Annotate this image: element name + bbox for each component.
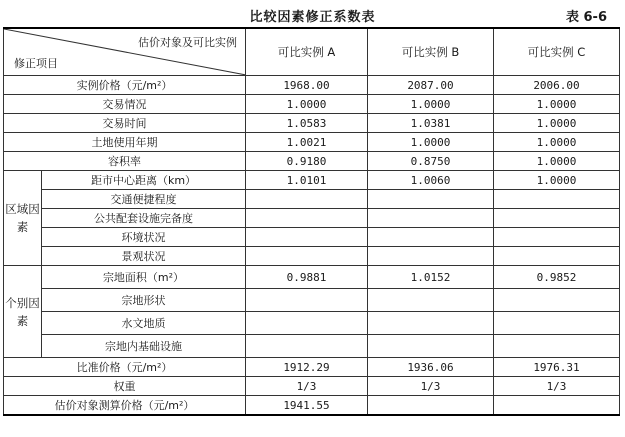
cell-a (246, 335, 368, 358)
row-label: 权重 (4, 377, 246, 396)
row-label: 交易时间 (4, 114, 246, 133)
table-row (4, 247, 620, 266)
header-case-b: 可比实例 B (368, 28, 494, 76)
cell-b (368, 247, 494, 266)
diag-top-label: 估价对象及可比实例 (138, 36, 237, 49)
table-row (4, 190, 620, 209)
table-row (4, 209, 620, 228)
cell-c: 1.0000 (494, 171, 620, 190)
cell-c: 1.0000 (494, 152, 620, 171)
table-row (4, 377, 620, 396)
table-row (4, 335, 620, 358)
table-row (4, 396, 620, 416)
row-label: 水文地质 (42, 312, 246, 335)
table-row (4, 114, 620, 133)
cell-c (494, 312, 620, 335)
cell-c (494, 289, 620, 312)
cell-c: 1976.31 (494, 358, 620, 377)
table-row (4, 76, 620, 95)
table-row (4, 95, 620, 114)
row-label: 宗地形状 (42, 289, 246, 312)
header-case-a: 可比实例 A (246, 28, 368, 76)
group-label-individual: 个别因素 (4, 266, 42, 358)
cell-c: 1.0000 (494, 133, 620, 152)
cell-b: 1.0060 (368, 171, 494, 190)
row-label: 交通便捷程度 (42, 190, 246, 209)
diag-bottom-label: 修正项目 (14, 57, 58, 70)
row-label: 容积率 (4, 152, 246, 171)
cell-a: 0.9881 (246, 266, 368, 289)
cell-b: 1.0000 (368, 133, 494, 152)
cell-b (368, 228, 494, 247)
header-row (4, 28, 620, 76)
cell-c (494, 335, 620, 358)
cell-a (246, 247, 368, 266)
table-row (4, 171, 620, 190)
cell-a (246, 312, 368, 335)
table-row (4, 312, 620, 335)
cell-c (494, 209, 620, 228)
row-label: 公共配套设施完备度 (42, 209, 246, 228)
cell-b (368, 396, 494, 416)
header-case-c: 可比实例 C (494, 28, 620, 76)
row-label: 实例价格（元/m²） (4, 76, 246, 95)
cell-b: 1.0381 (368, 114, 494, 133)
cell-b (368, 209, 494, 228)
table-title: 比较因素修正系数表 (249, 10, 376, 25)
cell-b (368, 312, 494, 335)
cell-b: 2087.00 (368, 76, 494, 95)
row-label: 景观状况 (42, 247, 246, 266)
cell-a: 0.9180 (246, 152, 368, 171)
cell-b (368, 335, 494, 358)
cell-c: 2006.00 (494, 76, 620, 95)
correction-table (3, 27, 620, 416)
cell-b (368, 190, 494, 209)
cell-c (494, 247, 620, 266)
cell-c: 0.9852 (494, 266, 620, 289)
cell-b (368, 289, 494, 312)
cell-a (246, 190, 368, 209)
cell-a: 1.0021 (246, 133, 368, 152)
cell-a: 1.0000 (246, 95, 368, 114)
row-label: 环境状况 (42, 228, 246, 247)
cell-c (494, 396, 620, 416)
cell-a (246, 289, 368, 312)
row-label: 宗地内基础设施 (42, 335, 246, 358)
cell-c: 1.0000 (494, 95, 620, 114)
cell-b: 1936.06 (368, 358, 494, 377)
cell-b: 1.0152 (368, 266, 494, 289)
row-label: 宗地面积（m²） (42, 266, 246, 289)
cell-b: 0.8750 (368, 152, 494, 171)
cell-a: 1.0583 (246, 114, 368, 133)
cell-a: 1912.29 (246, 358, 368, 377)
cell-b: 1/3 (368, 377, 494, 396)
cell-a: 1968.00 (246, 76, 368, 95)
group-label-region: 区域因素 (4, 171, 42, 266)
table-row (4, 289, 620, 312)
diagonal-header-cell (4, 28, 246, 76)
cell-c (494, 228, 620, 247)
row-label: 交易情况 (4, 95, 246, 114)
cell-b: 1.0000 (368, 95, 494, 114)
cell-c: 1.0000 (494, 114, 620, 133)
cell-a (246, 209, 368, 228)
cell-a: 1941.55 (246, 396, 368, 416)
cell-a (246, 228, 368, 247)
table-row (4, 358, 620, 377)
cell-a: 1/3 (246, 377, 368, 396)
cell-a: 1.0101 (246, 171, 368, 190)
cell-c (494, 190, 620, 209)
table-row (4, 133, 620, 152)
table-row (4, 228, 620, 247)
table-row (4, 266, 620, 289)
row-label: 比准价格（元/m²） (4, 358, 246, 377)
cell-c: 1/3 (494, 377, 620, 396)
table-row (4, 152, 620, 171)
row-label: 距市中心距离（km） (42, 171, 246, 190)
row-label: 土地使用年期 (4, 133, 246, 152)
table-number: 表 6-6 (565, 10, 607, 25)
row-label: 估价对象测算价格（元/m²） (4, 396, 246, 416)
